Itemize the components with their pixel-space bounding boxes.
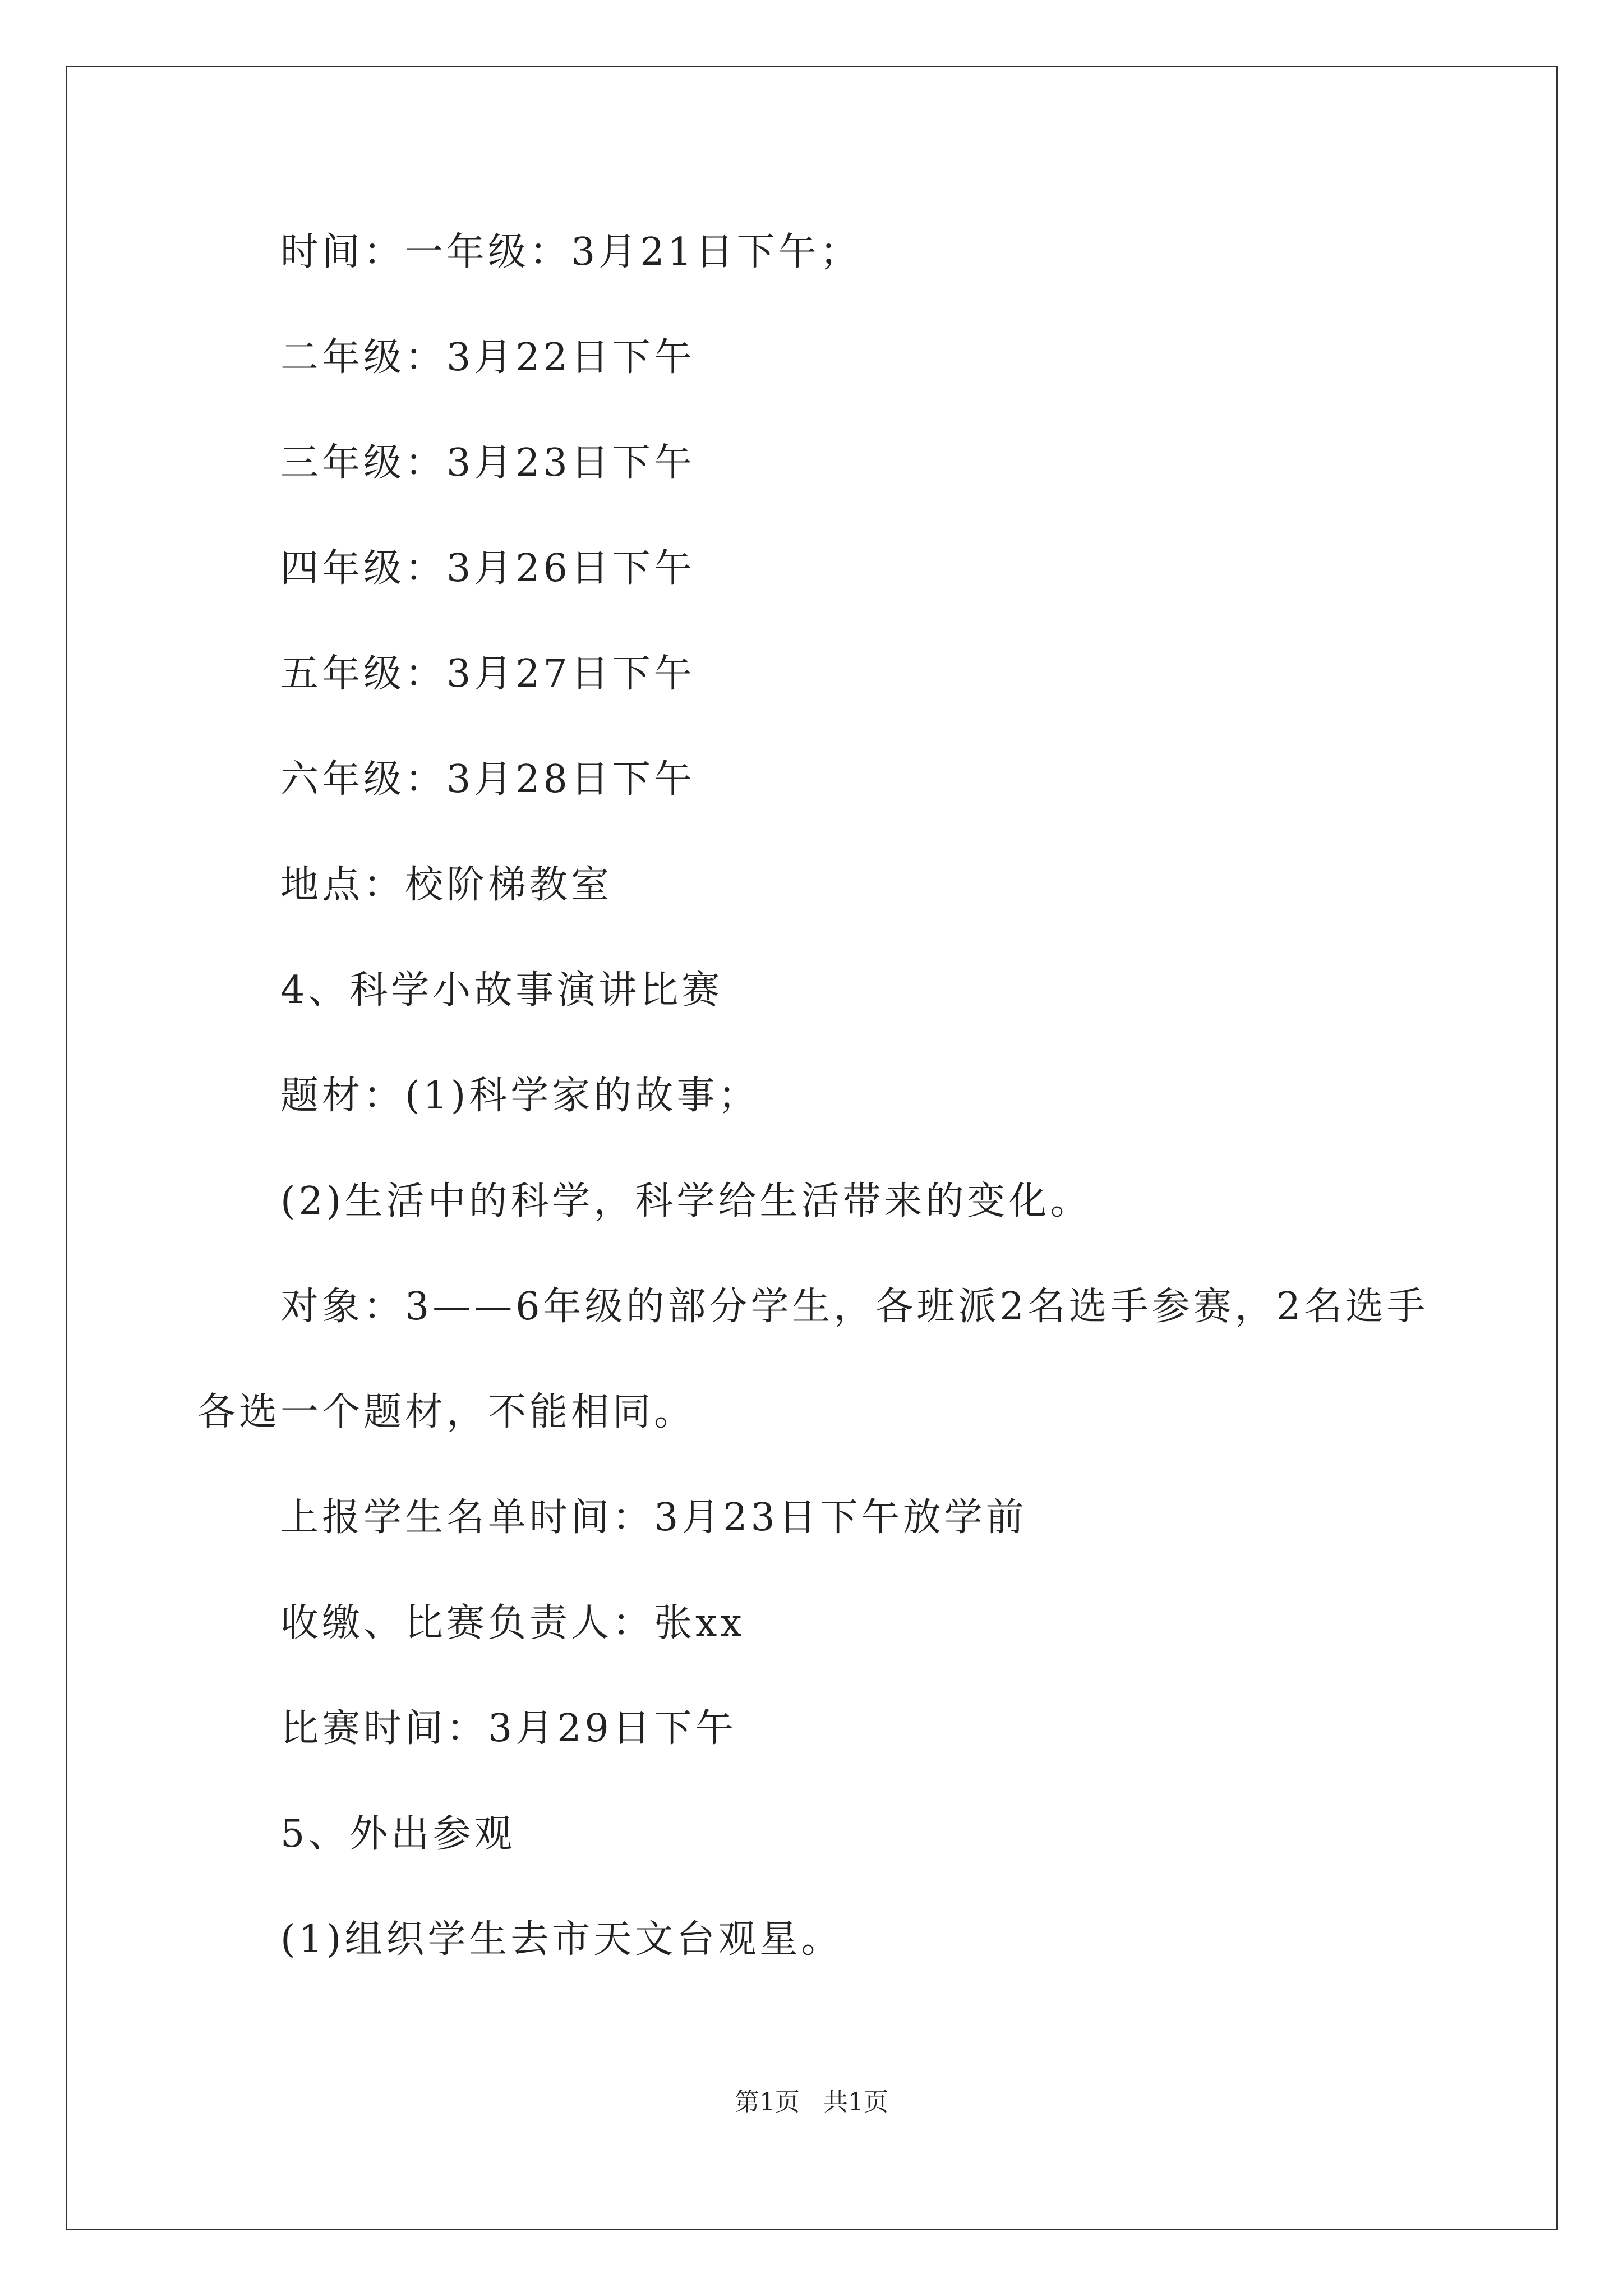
schedule-grade-2: 二年级：3月22日下午: [280, 335, 695, 380]
schedule-grade-6: 六年级：3月28日下午: [280, 757, 695, 802]
location-line: 地点：校阶梯教室: [280, 863, 613, 907]
schedule-grade-4: 四年级：3月26日下午: [280, 546, 695, 591]
participants-line-cont: 各选一个题材，不能相同。: [197, 1390, 696, 1434]
person-in-charge-line: 收缴、比赛负责人：张xx: [280, 1601, 745, 1645]
competition-time-line: 比赛时间：3月29日下午: [280, 1706, 737, 1751]
visit-item-1: (1)组织学生去市天文台观星。: [280, 1917, 843, 1962]
topic-line-2: (2)生活中的科学，科学给生活带来的变化。: [280, 1179, 1092, 1223]
section-heading-4: 4、科学小故事演讲比赛: [280, 968, 723, 1013]
schedule-grade-5: 五年级：3月27日下午: [280, 652, 695, 696]
participants-line: 对象：3——6年级的部分学生，各班派2名选手参赛，2名选手: [280, 1285, 1429, 1329]
section-heading-5: 5、外出参观: [280, 1812, 516, 1856]
page-number-footer: 第1页 共1页: [735, 2088, 888, 2116]
page-border: [66, 66, 1558, 2230]
schedule-time-grade-1: 时间：一年级：3月21日下午；: [280, 230, 861, 274]
topic-line-1: 题材：(1)科学家的故事；: [280, 1074, 760, 1118]
schedule-grade-3: 三年级：3月23日下午: [280, 441, 695, 485]
submission-deadline-line: 上报学生名单时间：3月23日下午放学前: [280, 1496, 1027, 1540]
